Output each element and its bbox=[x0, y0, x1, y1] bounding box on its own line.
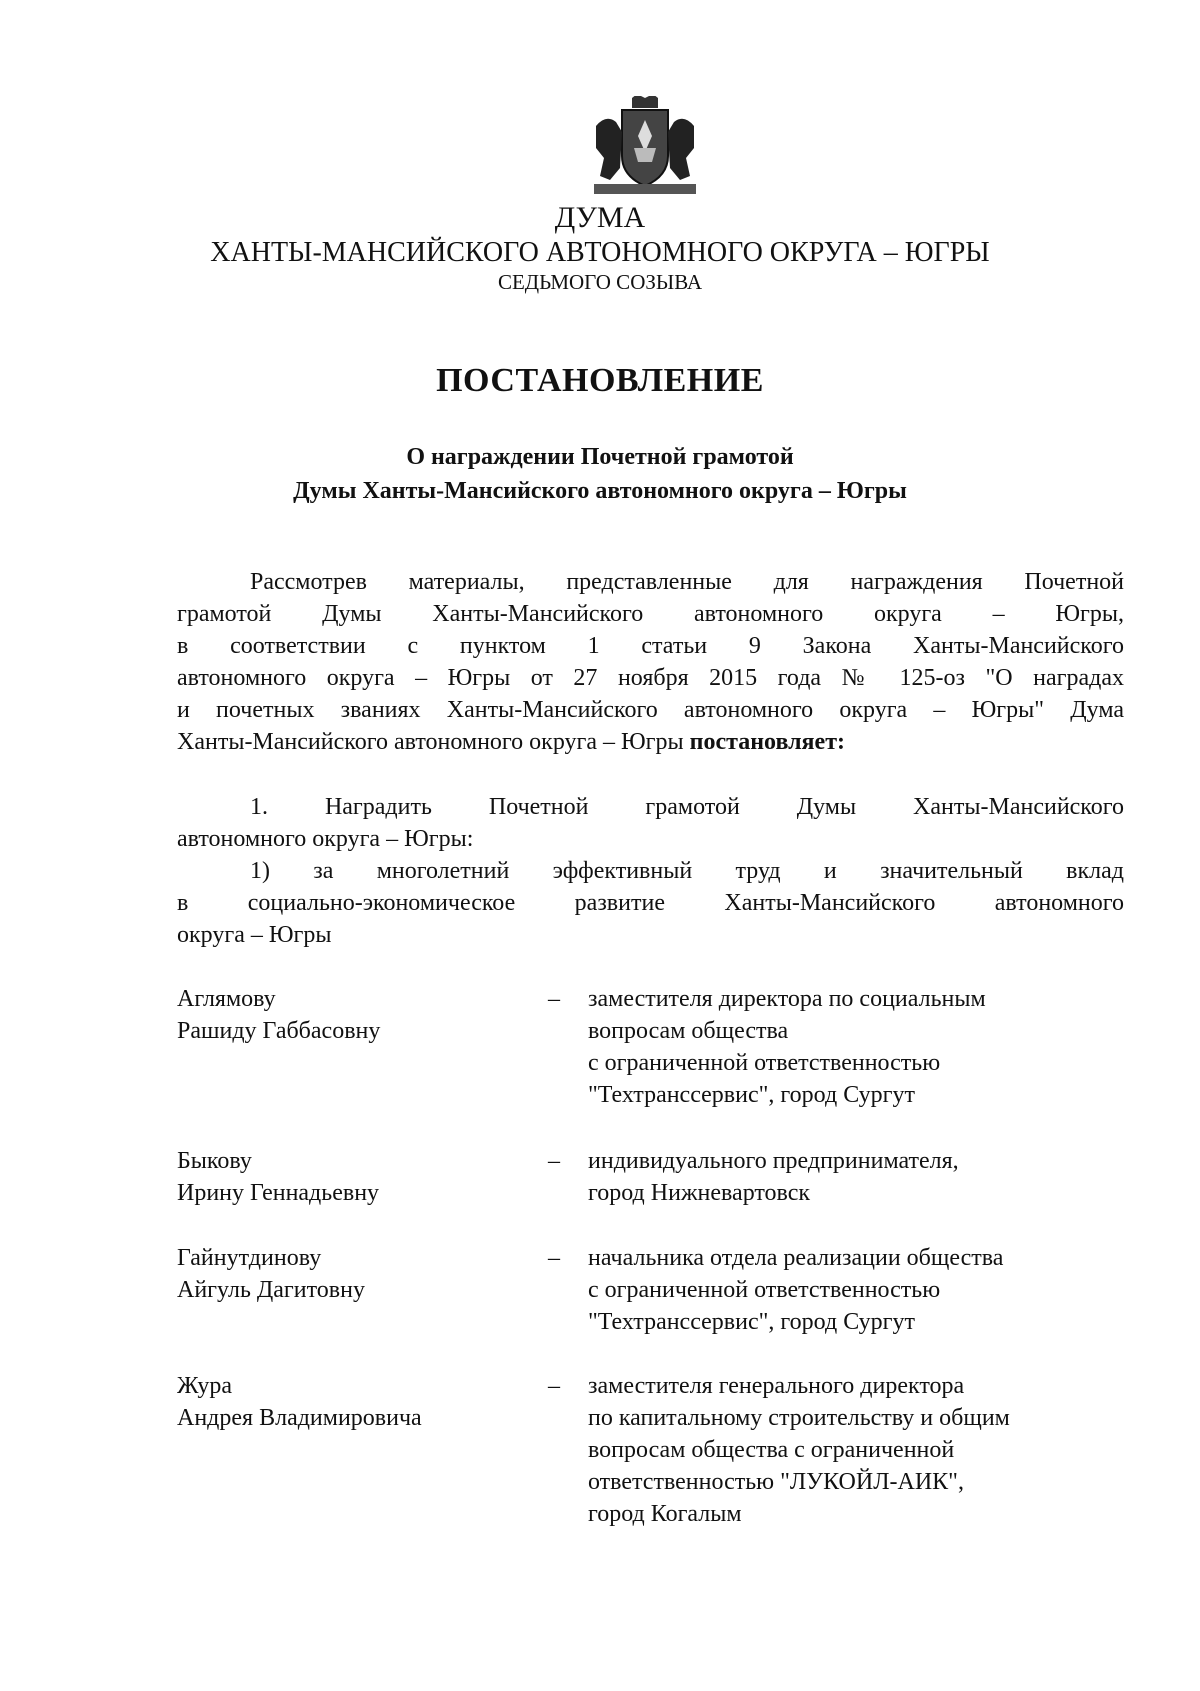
awardee-position bbox=[588, 1370, 1010, 1530]
awardee-given-names: Ирину Геннадьевну bbox=[177, 1180, 380, 1206]
document-title-line: О награждении Почетной грамотой bbox=[406, 444, 794, 470]
awardee-position bbox=[588, 983, 986, 1111]
awardee-position-line: по капитальному строительству и общим bbox=[588, 1405, 1010, 1431]
awardee-position-line: "Техтранссервис", город Сургут bbox=[588, 1309, 915, 1335]
preamble-last-text: Ханты-Мансийского автономного округа – Югры bbox=[177, 729, 690, 755]
subitem1-line: 1) за многолетний эффективный труд и значительный вклад bbox=[250, 858, 1124, 884]
awardee-name bbox=[177, 983, 380, 1047]
awardee-position-line: вопросам общества bbox=[588, 1018, 789, 1044]
awardee-position-line: индивидуального предпринимателя, bbox=[588, 1148, 959, 1174]
document-type: ПОСТАНОВЛЕНИЕ bbox=[436, 362, 764, 399]
awardee-position-line: вопросам общества с ограниченной bbox=[588, 1437, 955, 1463]
awardee-position-line: "Техтранссервис", город Сургут bbox=[588, 1082, 915, 1108]
preamble-line: автономного округа – Югры от 27 ноября 2015 года № 125-оз "О наградах bbox=[177, 665, 1124, 691]
coat-of-arms-emblem bbox=[592, 96, 698, 200]
awardee-name bbox=[177, 1145, 379, 1209]
awardee-dash: – bbox=[548, 1148, 560, 1174]
decree-word: постановляет: bbox=[689, 729, 845, 755]
awardee-dash: – bbox=[548, 986, 560, 1012]
preamble-line: Рассмотрев материалы, представленные для награждения Почетной bbox=[250, 569, 1124, 595]
document-title bbox=[0, 440, 1200, 508]
subitem1-line: в социально-экономическое развитие Ханты-Мансийского автономного bbox=[177, 890, 1124, 916]
awardee-entry bbox=[177, 1145, 1124, 1209]
awardee-position-line: ответственностью "ЛУКОЙЛ-АИК", bbox=[588, 1469, 964, 1495]
document-title-line: Думы Ханты-Мансийского автономного округа – Югры bbox=[293, 478, 907, 504]
awardee-entry bbox=[177, 983, 1124, 1111]
awardee-surname: Быкову bbox=[177, 1148, 252, 1174]
awardee-entry bbox=[177, 1242, 1124, 1338]
awardee-position-line: с ограниченной ответственностью bbox=[588, 1050, 941, 1076]
awardee-position-line: с ограниченной ответственностью bbox=[588, 1277, 941, 1303]
awardee-surname: Аглямову bbox=[177, 986, 276, 1012]
item1-line: автономного округа – Югры: bbox=[177, 826, 474, 852]
awardee-given-names: Андрея Владимировича bbox=[177, 1405, 422, 1431]
item1-line: 1. Наградить Почетной грамотой Думы Ханты-Мансийского bbox=[250, 794, 1124, 820]
org-region: ХАНТЫ-МАНСИЙСКОГО АВТОНОМНОГО ОКРУГА – ЮГРЫ bbox=[210, 237, 990, 268]
convocation: СЕДЬМОГО СОЗЫВА bbox=[497, 270, 703, 294]
awardee-position-line: город Когалым bbox=[588, 1501, 742, 1527]
preamble-line: в соответствии с пунктом 1 статьи 9 Закона Ханты-Мансийского bbox=[177, 633, 1124, 659]
awardee-entry bbox=[177, 1370, 1124, 1530]
preamble-last-line bbox=[177, 726, 845, 758]
awardee-dash: – bbox=[548, 1245, 560, 1271]
awardee-given-names: Рашиду Габбасовну bbox=[177, 1018, 381, 1044]
awardee-position-line: начальника отдела реализации общества bbox=[588, 1245, 1004, 1271]
preamble-line: и почетных званиях Ханты-Мансийского автономного округа – Югры" Дума bbox=[177, 697, 1124, 723]
awardee-surname: Жура bbox=[177, 1373, 232, 1399]
awardee-position-line: заместителя директора по социальным bbox=[588, 986, 986, 1012]
awardee-position bbox=[588, 1145, 959, 1209]
awardee-position-line: город Нижневартовск bbox=[588, 1180, 811, 1206]
awardee-position bbox=[588, 1242, 1003, 1338]
subitem1-line: округа – Югры bbox=[177, 922, 332, 948]
awardee-dash: – bbox=[548, 1373, 560, 1399]
awardee-position-line: заместителя генерального директора bbox=[588, 1373, 965, 1399]
awardee-name bbox=[177, 1370, 422, 1434]
awardee-surname: Гайнутдинову bbox=[177, 1245, 322, 1271]
org-name: ДУМА bbox=[554, 201, 646, 234]
awardee-name bbox=[177, 1242, 365, 1306]
preamble-line: грамотой Думы Ханты-Мансийского автономного округа – Югры, bbox=[177, 601, 1124, 627]
awardee-given-names: Айгуль Дагитовну bbox=[177, 1277, 365, 1303]
